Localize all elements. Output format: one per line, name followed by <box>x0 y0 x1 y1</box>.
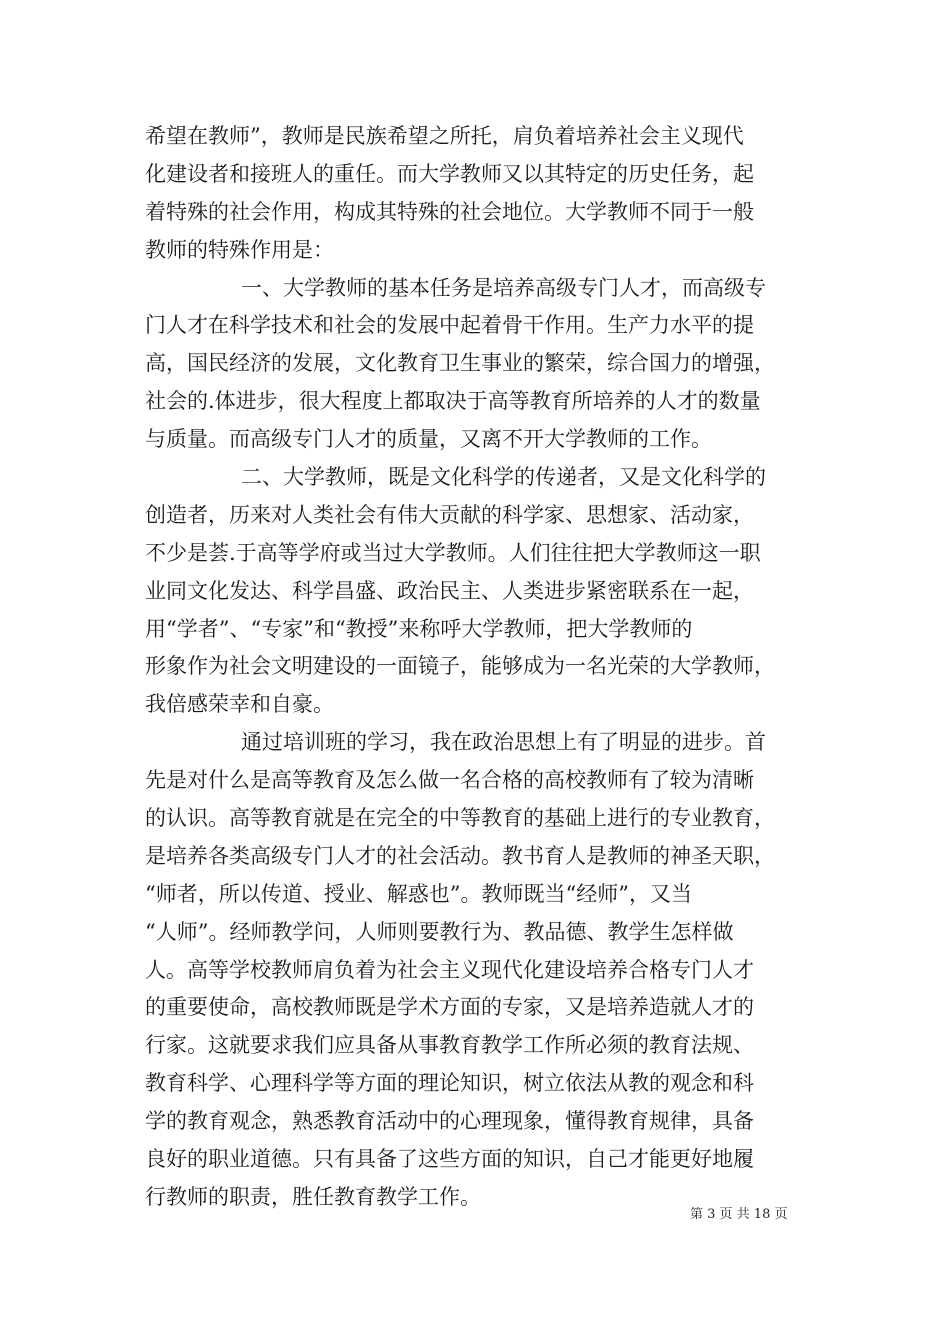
text-line: 不少是荟.于高等学府或当过大学教师。人们往往把大学教师这一职 <box>145 540 761 565</box>
paragraph-first-line: 二、大学教师，既是文化科学的传递者，又是文化科学的 <box>241 465 766 490</box>
text-line: 教育科学、心理科学等方面的理论知识，树立依法从教的观念和科 <box>145 1071 754 1096</box>
text-line: 先是对什么是高等教育及怎么做一名合格的高校教师有了较为清晰 <box>145 768 754 793</box>
text-line: 希望在教师”，教师是民族希望之所托，肩负着培养社会主义现代 <box>145 124 744 148</box>
text-line: “人师”。经师教学问，人师则要教行为、教品德、教学生怎样做 <box>145 919 734 944</box>
text-line: 行家。这就要求我们应具备从事教育教学工作所必须的教育法规、 <box>145 1033 754 1058</box>
page-number-footer: 第 3 页 共 18 页 <box>690 1207 788 1222</box>
paragraph-first-line: 通过培训班的学习，我在政治思想上有了明显的进步。首 <box>241 730 766 755</box>
text-line: “师者，所以传道、授业、解惑也”。教师既当“经师”，又当 <box>145 881 692 906</box>
text-line: 是培养各类高级专门人才的社会活动。教书育人是教师的神圣天职， <box>145 843 775 868</box>
text-line: 着特殊的社会作用，构成其特殊的社会地位。大学教师不同于一般 <box>145 199 754 224</box>
text-line: 教师的特殊作用是： <box>145 237 334 262</box>
text-line: 创造者，历来对人类社会有伟大贡献的科学家、思想家、活动家， <box>145 502 754 527</box>
text-line: 用“学者”、“专家”和“教授”来称呼大学教师，把大学教师的 <box>145 616 693 641</box>
body-text <box>145 118 805 1217</box>
text-line: 人。高等学校教师肩负着为社会主义现代化建设培养合格专门人才 <box>145 957 754 982</box>
text-line: 良好的职业道德。只有具备了这些方面的知识，自己才能更好地履 <box>145 1147 754 1172</box>
text-line: 我倍感荣幸和自豪。 <box>145 692 334 717</box>
text-line: 行教师的职责，胜任教育教学工作。 <box>145 1184 481 1209</box>
text-line: 化建设者和接班人的重任。而大学教师又以其特定的历史任务，起 <box>145 161 754 186</box>
text-line: 与质量。而高级专门人才的质量，又离不开大学教师的工作。 <box>145 427 712 452</box>
text-line: 业同文化发达、科学昌盛、政治民主、人类进步紧密联系在一起， <box>145 578 754 603</box>
text-line: 社会的.体进步，很大程度上都取决于高等教育所培养的人才的数量 <box>145 389 761 414</box>
text-line: 的认识。高等教育就是在完全的中等教育的基础上进行的专业教育， <box>145 806 775 831</box>
text-line: 门人才在科学技术和社会的发展中起着骨干作用。生产力水平的提 <box>145 313 754 338</box>
text-line: 学的教育观念，熟悉教育活动中的心理现象，懂得教育规律，具备 <box>145 1109 754 1134</box>
text-line: 高，国民经济的发展，文化教育卫生事业的繁荣，综合国力的增强， <box>145 351 775 376</box>
text-line: 形象作为社会文明建设的一面镜子，能够成为一名光荣的大学教师， <box>145 654 775 679</box>
text-line: 的重要使命，高校教师既是学术方面的专家，又是培养造就人才的 <box>145 995 754 1020</box>
paragraph-first-line: 一、大学教师的基本任务是培养高级专门人才，而高级专 <box>241 275 766 300</box>
